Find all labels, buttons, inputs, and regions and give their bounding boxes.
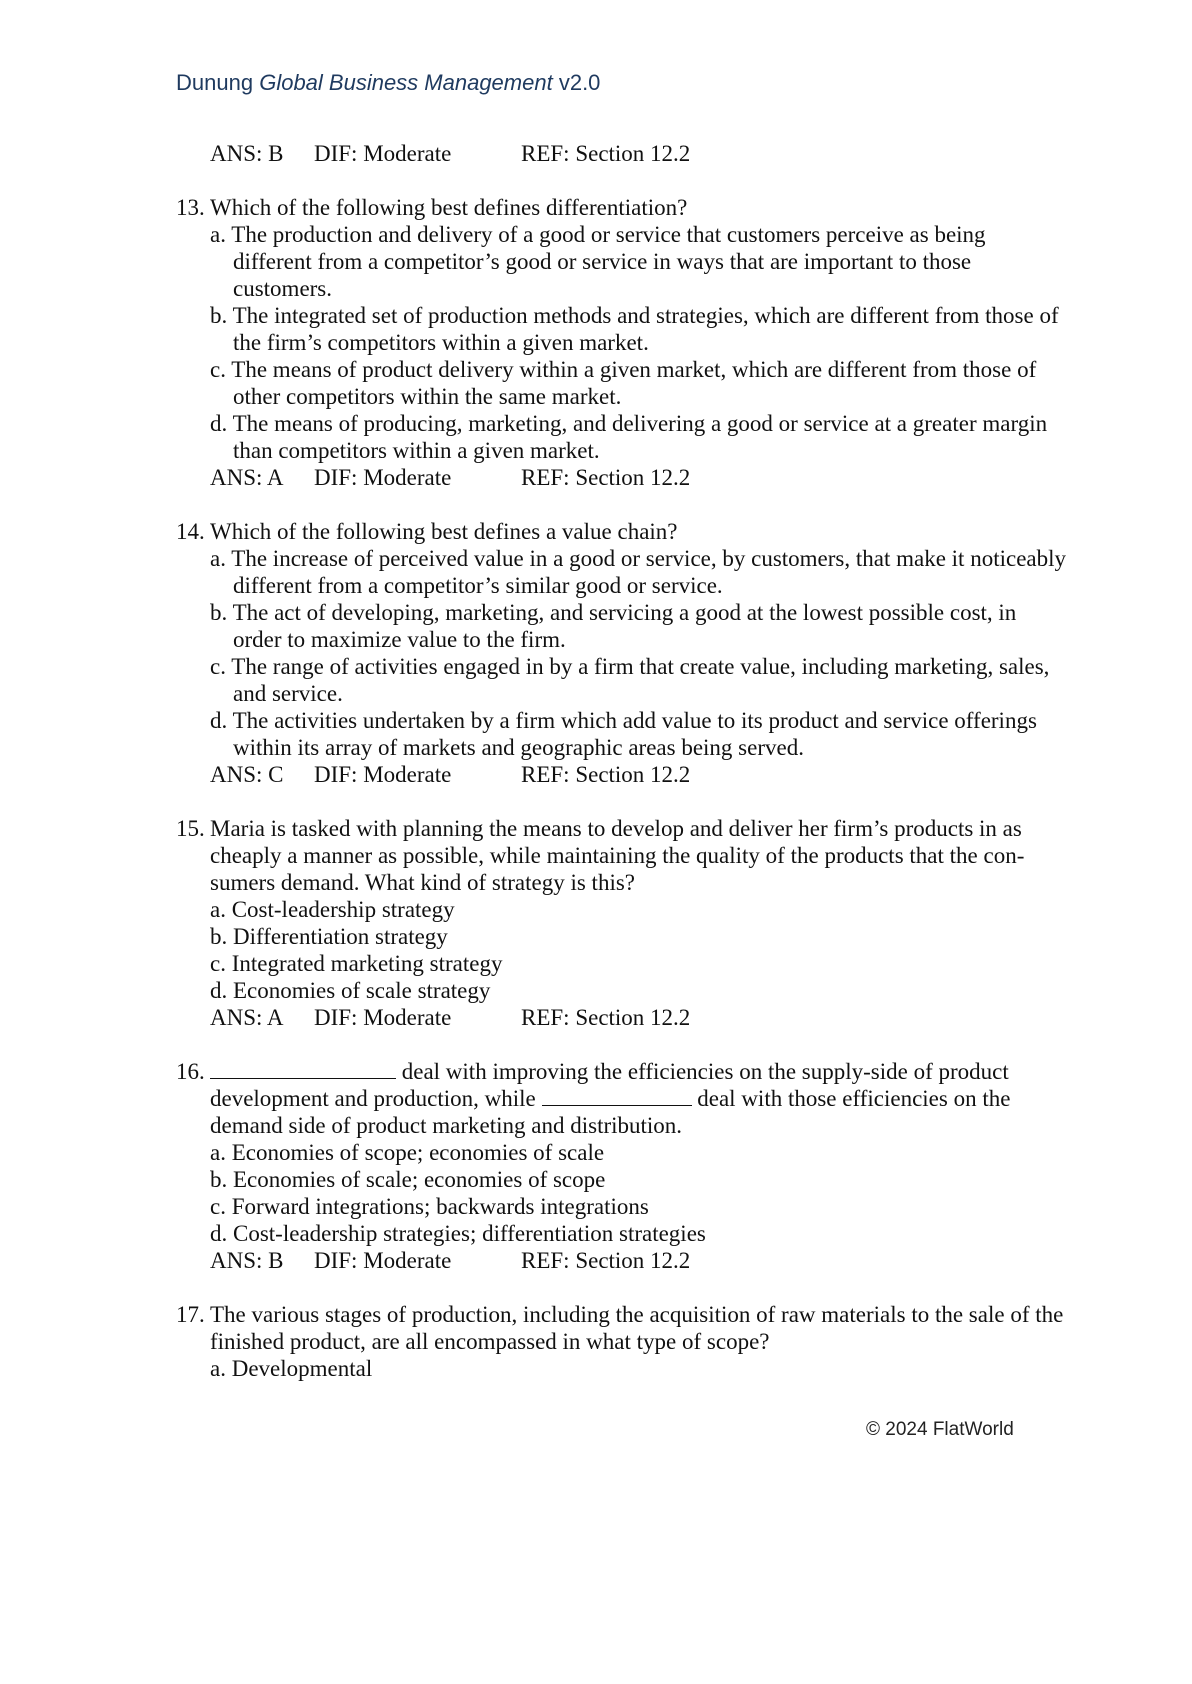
option-b: b. Differentiation strategy [210,924,448,949]
answer-blank [210,1060,396,1079]
question-text: Maria is tasked with planning the means to develop and deliver her firm’s products in as cheaply a manner as possible, while maintaining the quality of the products that the con-sumers demand. What kind of strategy is this? [210,816,1025,895]
option-b: b. The act of developing, marketing, and servicing a good at the lowest possible cost, in order to maximize value to the firm. [210,600,1017,652]
option-b: b. Economies of scale; economies of scope [210,1167,606,1192]
option-d: d. Cost-leadership strategies; differentiation strategies [210,1221,706,1246]
answer-line [176,1004,1066,1031]
option-b: b. The integrated set of production methods and strategies, which are different from those of the firm’s competitors within a given market. [210,303,1059,355]
difficulty: DIF: Moderate [314,762,452,787]
answer-key: ANS: C [210,762,284,787]
question-text-part1: deal with improving the efficiencies on the supply-side of product development and production, while [210,1059,1009,1111]
question-list [176,140,1066,1382]
option-c: c. The range of activities engaged in by a firm that create value, including marketing, sales, and service. [210,654,1050,706]
difficulty: DIF: Moderate [314,141,452,166]
difficulty: DIF: Moderate [314,465,452,490]
question-stem [176,815,1066,896]
difficulty: DIF: Moderate [314,1005,452,1030]
option-d: d. Economies of scale strategy [210,978,491,1003]
option-a: a. Cost-leadership strategy [210,897,455,922]
reference: REF: Section 12.2 [521,465,691,490]
copyright-footer: © 2024 FlatWorld [866,1419,1014,1440]
header-book-title: Global Business Management [259,70,553,95]
answer-key: ANS: B [210,141,284,166]
question-13 [176,194,1066,491]
option-d: d. The activities undertaken by a firm which add value to its product and service offerings within its array of markets and geographic areas being served. [210,708,1037,760]
question-stem [176,1058,1066,1139]
option-c: c. The means of product delivery within a given market, which are different from those of other competitors within the same market. [210,357,1037,409]
header-version: v2.0 [558,70,601,95]
reference: REF: Section 12.2 [521,1005,691,1030]
answer-key: ANS: B [210,1248,284,1273]
option-d: d. The means of producing, marketing, and delivering a good or service at a greater margin than competitors within a given market. [210,411,1048,463]
reference: REF: Section 12.2 [521,1248,691,1273]
question-text: Which of the following best defines a value chain? [210,519,678,544]
option-a: a. Developmental [210,1356,373,1381]
question-number: 16. [176,1059,205,1084]
difficulty: DIF: Moderate [314,1248,452,1273]
question-text: Which of the following best defines differentiation? [210,195,688,220]
question-stem [176,1301,1066,1355]
answer-line [176,140,1066,167]
question-14 [176,518,1066,788]
question-stem [176,194,1066,221]
question-16 [176,1058,1066,1274]
question-number: 14. [176,519,205,544]
question-17 [176,1301,1066,1382]
reference: REF: Section 12.2 [521,762,691,787]
answer-blank [542,1087,692,1106]
option-c: c. Forward integrations; backwards integrations [210,1194,649,1219]
answer-key: ANS: A [210,465,284,490]
answer-line [176,761,1066,788]
answer-key: ANS: A [210,1005,284,1030]
answer-line [176,1247,1066,1274]
option-a: a. The increase of perceived value in a good or service, by customers, that make it noticeably different from a competitor’s similar good or service. [210,546,1066,598]
answer-line [176,464,1066,491]
question-stem [176,518,1066,545]
question-text-part2: deal with those efficiencies on the demand side of product marketing and distribution. [210,1086,1011,1138]
page-header [176,70,600,96]
header-author: Dunung [176,70,254,95]
question-text: The various stages of production, including the acquisition of raw materials to the sale of the finished product, are all encompassed in what type of scope? [210,1302,1064,1354]
question-text [210,1058,1066,1139]
question-number: 17. [176,1302,205,1327]
reference: REF: Section 12.2 [521,141,691,166]
question-number: 13. [176,195,205,220]
option-a: a. Economies of scope; economies of scale [210,1140,605,1165]
option-a: a. The production and delivery of a good or service that customers perceive as being different from a competitor’s good or service in ways that are important to those customers. [210,222,986,301]
question-number: 15. [176,816,205,841]
option-c: c. Integrated marketing strategy [210,951,503,976]
question-15 [176,815,1066,1031]
